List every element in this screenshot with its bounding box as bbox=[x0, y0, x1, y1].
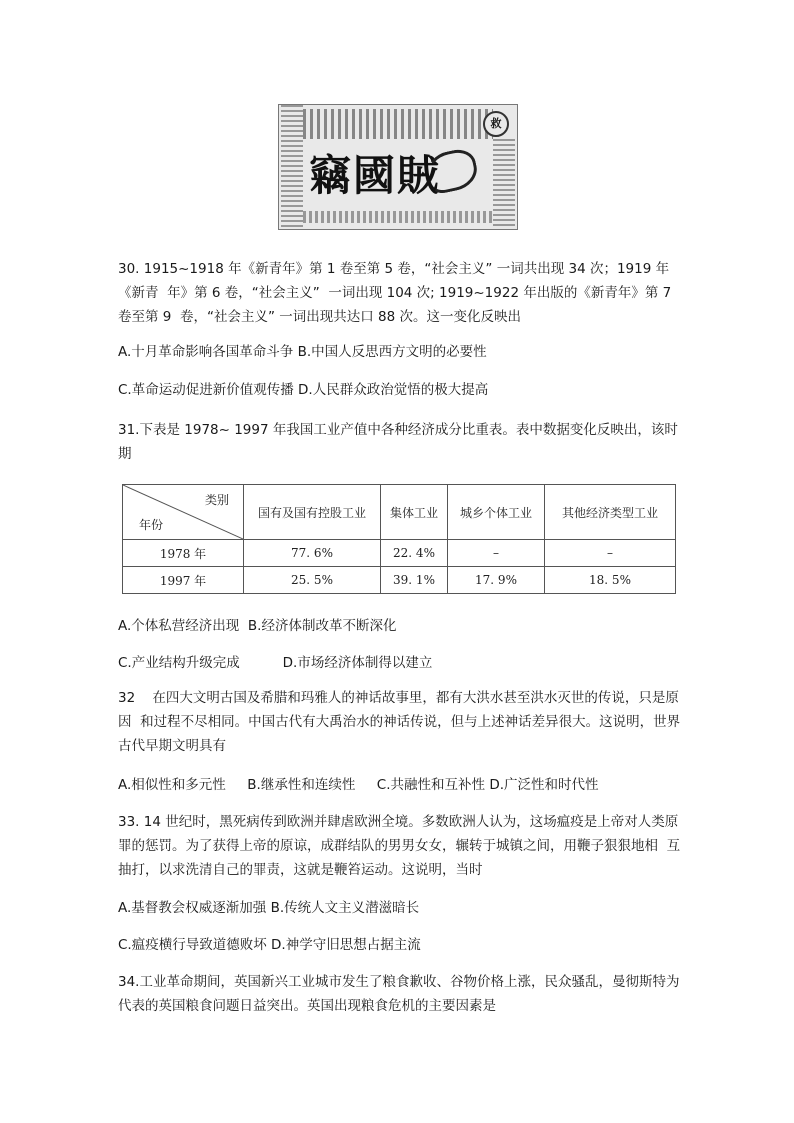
q30-options-row-1 bbox=[118, 342, 487, 362]
table-cell: – bbox=[545, 540, 676, 567]
q30-option-c[interactable]: C.革命运动促进新价值观传播 bbox=[118, 382, 294, 398]
table-cell: 25. 5% bbox=[244, 567, 381, 594]
table-corner-cell bbox=[123, 485, 244, 540]
table-cell: 39. 1% bbox=[381, 567, 448, 594]
q31-option-a[interactable]: A.个体私营经济出现 bbox=[118, 618, 240, 634]
q32-stem: 32 在四大文明古国及希腊和玛雅人的神话故事里，都有大洪水甚至洪水灭世的传说，只是原因 和过程不尽相同。中国古代有大禹治水的神话传说，但与上述神话差异很大。这说明，世界 古代早期文明具有 bbox=[118, 690, 689, 754]
table-cell: 22. 4% bbox=[381, 540, 448, 567]
q33-option-d[interactable]: D.神学守旧思想占据主流 bbox=[271, 937, 421, 953]
newspaper-masthead: 竊國賊 bbox=[309, 151, 442, 200]
q30-options-row-2 bbox=[118, 380, 488, 400]
q31-options-row-1 bbox=[118, 616, 396, 636]
table-cell: 18. 5% bbox=[545, 567, 676, 594]
q31-option-b[interactable]: B.经济体制改革不断深化 bbox=[247, 618, 397, 634]
table-header-cell: 城乡个体工业 bbox=[448, 485, 545, 540]
table-cell: 77. 6% bbox=[244, 540, 381, 567]
corner-label-year: 年份 bbox=[139, 518, 164, 532]
newspaper-right-columns bbox=[493, 139, 515, 229]
q30-option-d[interactable]: D.人民群众政治觉悟的极大提高 bbox=[298, 382, 489, 398]
newspaper-image bbox=[278, 104, 518, 230]
q33-option-b[interactable]: B.传统人文主义潜滋暗长 bbox=[270, 900, 420, 916]
table-cell: – bbox=[448, 540, 545, 567]
q31-options-row-2 bbox=[118, 653, 432, 673]
table-header-cell: 其他经济类型工业 bbox=[545, 485, 676, 540]
table-header-row bbox=[123, 485, 676, 540]
q32-options-row bbox=[118, 775, 599, 795]
q33-stem: 33. 14 世纪时，黑死病传到欧洲并肆虐欧洲全境。多数欧洲人认为，这场瘟疫是上帝对人类原 罪的惩罚。为了获得上帝的原谅，成群结队的男男女女，辗转于城镇之间，用鞭子狠狠地相 互抽打，以求洗清自己的罪责，这就是鞭笞运动。这说明，当时 bbox=[118, 814, 687, 878]
q32-option-a[interactable]: A.相似性和多元性 bbox=[118, 777, 226, 793]
table-row bbox=[123, 567, 676, 594]
table-header-cell: 集体工业 bbox=[381, 485, 448, 540]
industry-share-table bbox=[122, 484, 676, 594]
q31-option-d[interactable]: D.市场经济体制得以建立 bbox=[282, 655, 433, 671]
table-cell: 17. 9% bbox=[448, 567, 545, 594]
table-cell-year: 1997 年 bbox=[123, 567, 244, 594]
corner-label-category: 类别 bbox=[204, 493, 229, 507]
table-header-cell: 国有及国有控股工业 bbox=[244, 485, 381, 540]
q34-stem: 34.工业革命期间，英国新兴工业城市发生了粮食歉收、谷物价格上涨，民众骚乱，曼彻斯特为 代表的英国粮食问题日益突出。英国出现粮食危机的主要因素是 bbox=[118, 974, 689, 1014]
q30-option-b[interactable]: B.中国人反思西方文明的必要性 bbox=[297, 344, 487, 360]
table-row bbox=[123, 540, 676, 567]
q33-options-row-1 bbox=[118, 898, 419, 918]
q31-stem: 31.下表是 1978~ 1997 年我国工业产值中各种经济成分比重表。表中数据变化反映出，该时期 bbox=[118, 422, 678, 462]
q30-option-a[interactable]: A.十月革命影响各国革命斗争 bbox=[118, 344, 294, 360]
q33-option-c[interactable]: C.瘟疫横行导致道德败坏 bbox=[118, 937, 267, 953]
q32-option-b[interactable]: B.继承性和连续性 bbox=[247, 777, 356, 793]
newspaper-header-text bbox=[303, 109, 493, 139]
newspaper-footer-text bbox=[303, 211, 493, 223]
newspaper-left-columns bbox=[281, 105, 303, 229]
table-cell-year: 1978 年 bbox=[123, 540, 244, 567]
q32-option-c[interactable]: C.共融性和互补性 bbox=[376, 777, 486, 793]
q31-option-c[interactable]: C.产业结构升级完成 bbox=[118, 655, 240, 671]
q33-options-row-2 bbox=[118, 935, 421, 955]
q30-stem: 30. 1915~1918 年《新青年》第 1 卷至第 5 卷，“社会主义” 一词共出现 34 次；1919 年《新青 年》第 6 卷，“社会主义” 一词出现 104 次; 1919~1922 年出版的《新青年》第 7 卷至第 9 卷，“社会主义” 一词出现共达口 88 次。这一变化反映出 bbox=[118, 261, 676, 325]
q32-option-d[interactable]: D.广泛性和时代性 bbox=[489, 777, 599, 793]
newspaper-seal: 救 bbox=[483, 111, 509, 137]
q33-option-a[interactable]: A.基督教会权威逐渐加强 bbox=[118, 900, 267, 916]
